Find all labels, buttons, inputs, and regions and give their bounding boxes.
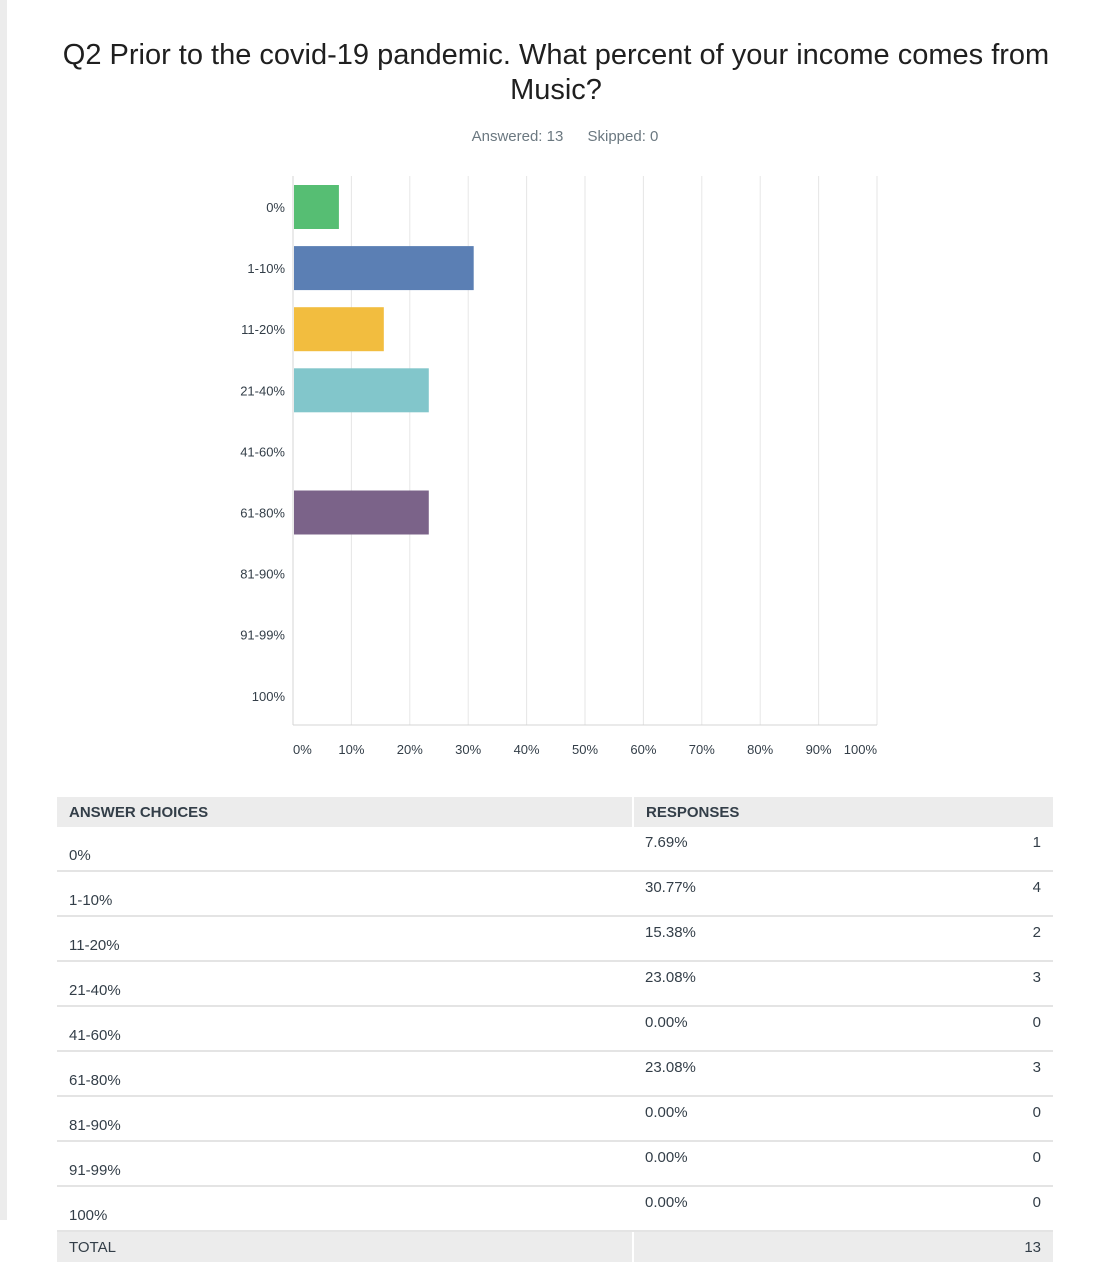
x-tick-label: 100% bbox=[843, 742, 877, 757]
total-spacer bbox=[633, 1231, 905, 1262]
table-row bbox=[57, 871, 1053, 916]
table-row bbox=[57, 1006, 1053, 1051]
response-percent: 23.08% bbox=[633, 961, 905, 1006]
response-count: 0 bbox=[905, 1006, 1053, 1051]
answer-choice: 100% bbox=[57, 1186, 633, 1231]
x-tick-label: 60% bbox=[630, 742, 657, 757]
answered-count: Answered: 13 bbox=[471, 128, 564, 145]
answer-choice: 61-80% bbox=[57, 1051, 633, 1096]
bar-11-20% bbox=[294, 307, 384, 351]
category-label: 81-90% bbox=[240, 566, 285, 582]
response-count: 2 bbox=[905, 916, 1053, 961]
x-tick-label: 70% bbox=[688, 742, 715, 757]
responses-table bbox=[57, 797, 1053, 1262]
answer-choice: 1-10% bbox=[57, 871, 633, 916]
table-row bbox=[57, 916, 1053, 961]
response-count: 0 bbox=[905, 1186, 1053, 1231]
skipped-count: Skipped: 0 bbox=[587, 128, 659, 145]
total-count: 13 bbox=[905, 1231, 1053, 1262]
bar-61-80% bbox=[294, 491, 429, 535]
category-label: 100% bbox=[251, 688, 285, 704]
x-tick-label: 10% bbox=[338, 742, 365, 757]
response-count: 0 bbox=[905, 1141, 1053, 1186]
chart-bars bbox=[294, 185, 474, 535]
response-count: 1 bbox=[905, 827, 1053, 871]
response-percent: 15.38% bbox=[633, 916, 905, 961]
answer-choice: 21-40% bbox=[57, 961, 633, 1006]
table-row bbox=[57, 1096, 1053, 1141]
answer-choice: 91-99% bbox=[57, 1141, 633, 1186]
x-tick-label: 80% bbox=[747, 742, 774, 757]
response-percent: 23.08% bbox=[633, 1051, 905, 1096]
table-row bbox=[57, 1141, 1053, 1186]
x-tick-label: 20% bbox=[396, 742, 423, 757]
category-label: 1-10% bbox=[247, 261, 285, 277]
answer-choice: 81-90% bbox=[57, 1096, 633, 1141]
table-body bbox=[57, 827, 1053, 1262]
response-percent: 30.77% bbox=[633, 871, 905, 916]
bar-21-40% bbox=[294, 368, 429, 412]
category-label: 21-40% bbox=[240, 383, 285, 399]
response-percent: 7.69% bbox=[633, 827, 905, 871]
category-label: 11-20% bbox=[241, 322, 285, 338]
x-tick-label: 30% bbox=[455, 742, 482, 757]
response-percent: 0.00% bbox=[633, 1186, 905, 1231]
answer-choices-header: ANSWER CHOICES bbox=[57, 797, 633, 827]
x-tick-label: 0% bbox=[293, 742, 312, 757]
total-label: TOTAL bbox=[57, 1231, 633, 1262]
x-tick-label: 50% bbox=[571, 742, 599, 757]
table-header-row bbox=[57, 797, 1053, 827]
total-row bbox=[57, 1231, 1053, 1262]
answer-choice: 0% bbox=[57, 827, 633, 871]
table-row bbox=[57, 1186, 1053, 1231]
category-label: 0% bbox=[266, 200, 285, 215]
bar-0% bbox=[294, 185, 339, 229]
table-row bbox=[57, 961, 1053, 1006]
chart-x-ticks bbox=[293, 742, 877, 757]
response-count: 3 bbox=[905, 961, 1053, 1006]
x-tick-label: 40% bbox=[513, 742, 540, 757]
response-percent: 0.00% bbox=[633, 1096, 905, 1141]
category-label: 61-80% bbox=[240, 505, 285, 521]
category-label: 91-99% bbox=[240, 627, 285, 643]
table-row bbox=[57, 827, 1053, 871]
response-percent: 0.00% bbox=[633, 1141, 905, 1186]
question-title: Q2 Prior to the covid-19 pandemic. What percent of your income comes from Music? bbox=[62, 39, 1050, 106]
bar-1-10% bbox=[294, 246, 474, 290]
x-tick-label: 90% bbox=[805, 742, 832, 757]
response-count: 4 bbox=[905, 871, 1053, 916]
responses-header: RESPONSES bbox=[633, 797, 1053, 827]
chart-category-labels bbox=[240, 200, 285, 704]
category-label: 41-60% bbox=[240, 444, 285, 460]
answer-choice: 11-20% bbox=[57, 916, 633, 961]
table-row bbox=[57, 1051, 1053, 1096]
response-count: 3 bbox=[905, 1051, 1053, 1096]
response-percent: 0.00% bbox=[633, 1006, 905, 1051]
answer-choice: 41-60% bbox=[57, 1006, 633, 1051]
response-count: 0 bbox=[905, 1096, 1053, 1141]
